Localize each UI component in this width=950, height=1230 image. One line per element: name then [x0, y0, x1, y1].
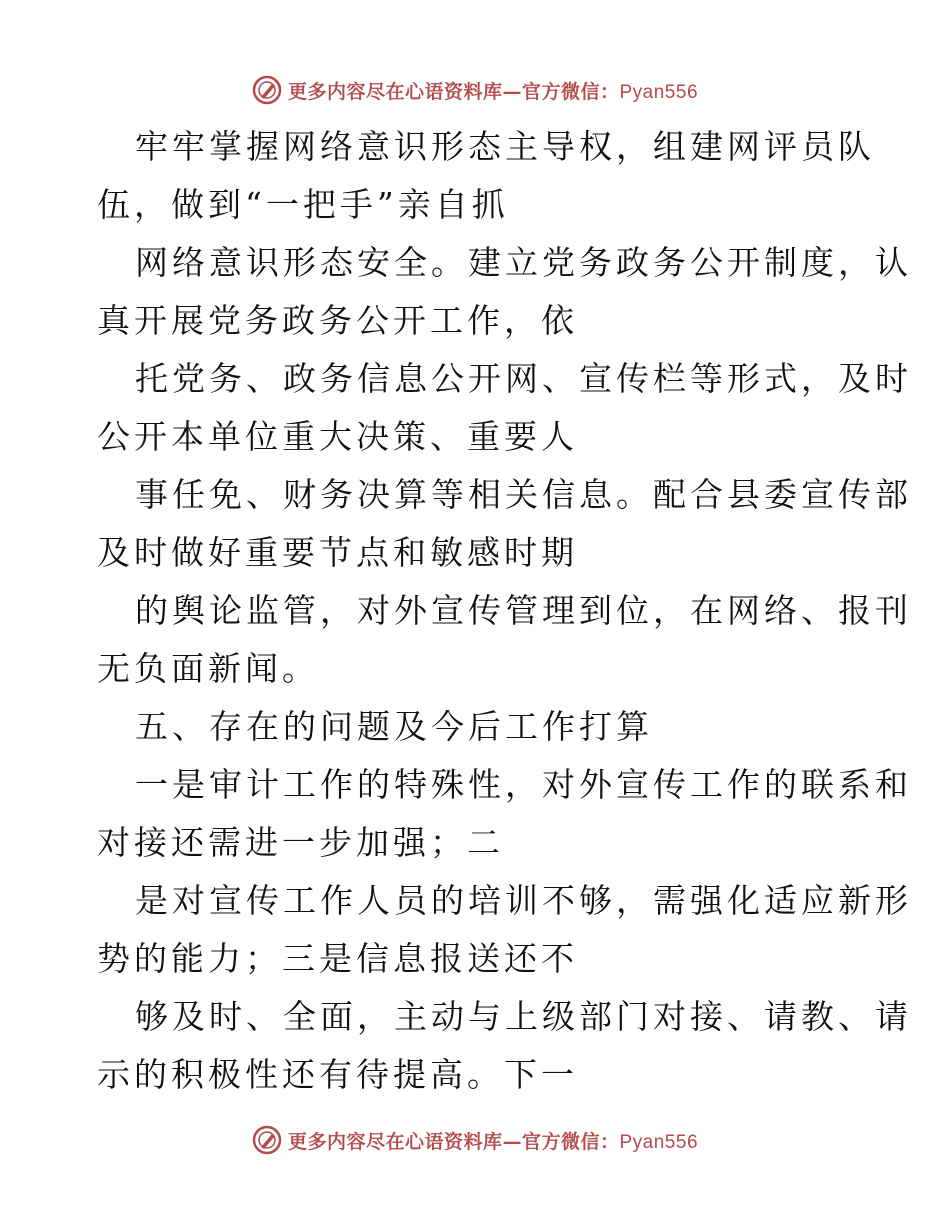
footer-watermark	[0, 1122, 950, 1158]
text-line: 真开展党务政务公开工作，依	[97, 301, 578, 340]
pen-logo-icon	[252, 1125, 282, 1155]
text-line: 托党务、政务信息公开网、宣传栏等形式，及时	[135, 359, 912, 398]
paragraph	[97, 350, 912, 466]
watermark-text: 更多内容尽在心语资料库—官方微信：Pyan556	[287, 80, 699, 103]
text-line: 伍，做到“一把手”亲自抓	[97, 185, 509, 224]
paragraph	[97, 582, 912, 698]
watermark-text: 更多内容尽在心语资料库—官方微信：Pyan556	[287, 1130, 699, 1153]
paragraph	[97, 872, 912, 988]
text-line: 事任免、财务决算等相关信息。配合县委宣传部	[135, 475, 912, 514]
heading-line: 五、存在的问题及今后工作打算	[135, 707, 653, 746]
header-watermark	[0, 72, 950, 108]
text-line: 牢牢掌握网络意识形态主导权，组建网评员队	[135, 127, 875, 166]
text-line: 公开本单位重大决策、重要人	[97, 417, 578, 456]
paragraph	[97, 466, 912, 582]
paragraph	[97, 756, 912, 872]
section-heading	[97, 698, 857, 756]
document-body	[97, 118, 912, 1104]
pen-logo-icon	[252, 75, 282, 105]
text-line: 势的能力；三是信息报送还不	[97, 939, 578, 978]
paragraph	[97, 118, 875, 234]
paragraph	[97, 234, 912, 350]
watermark-handle: Pyan556	[619, 1131, 699, 1153]
text-line: 无负面新闻。	[97, 649, 319, 688]
text-line: 一是审计工作的特殊性，对外宣传工作的联系和	[135, 765, 912, 804]
text-line: 的舆论监管，对外宣传管理到位，在网络、报刊	[135, 591, 912, 630]
text-line: 网络意识形态安全。建立党务政务公开制度，认	[135, 243, 912, 282]
paragraph	[97, 988, 912, 1104]
text-line: 示的积极性还有待提高。下一	[97, 1055, 578, 1094]
text-line: 是对宣传工作人员的培训不够，需强化适应新形	[135, 881, 912, 920]
watermark-handle: Pyan556	[619, 81, 699, 103]
text-line: 够及时、全面，主动与上级部门对接、请教、请	[135, 997, 912, 1036]
text-line: 对接还需进一步加强；二	[97, 823, 504, 862]
text-line: 及时做好重要节点和敏感时期	[97, 533, 578, 572]
